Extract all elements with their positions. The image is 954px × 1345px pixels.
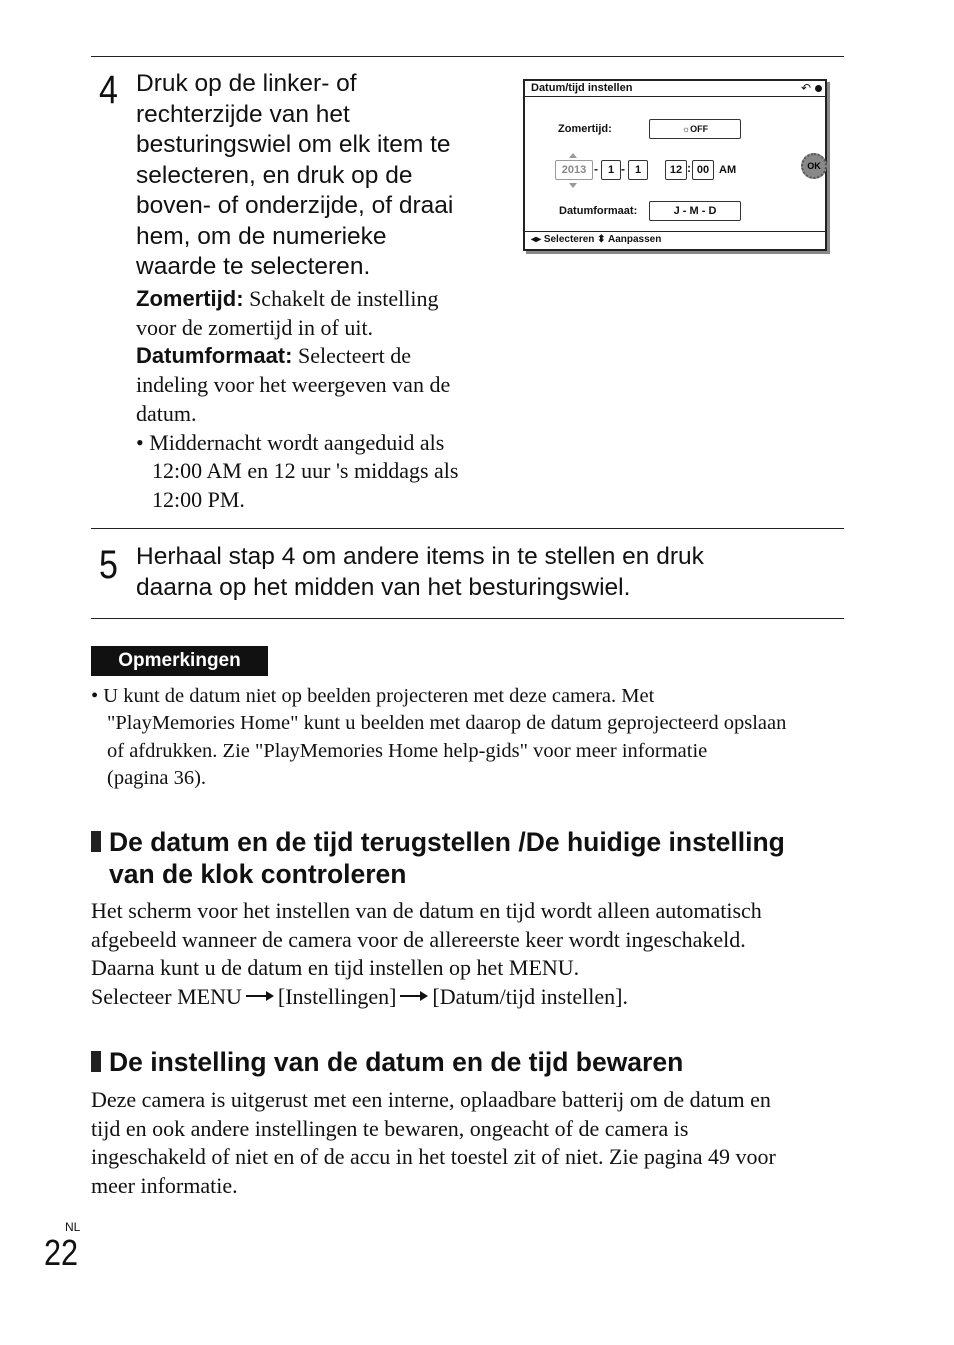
step-5-number: 5 (99, 543, 118, 587)
ok-button-icon: OK (801, 153, 827, 179)
screen-datumformaat-label: Datumformaat: (559, 205, 638, 217)
screen-ampm: AM (719, 164, 737, 176)
step-4-number: 4 (99, 68, 118, 112)
section-keep-clock-body: Deze camera is uitgerust met een interne, oplaadbare batterij om de datum en tijd en ook andere instellingen te bewaren, ongeacht of de camera is ingeschakeld of niet en of de accu in het toestel zit of niet. Zie pagina 49 voor meer informatie. (91, 1087, 776, 1199)
heading-marker-icon (91, 1051, 101, 1072)
notes-text: • U kunt de datum niet op beelden projecteren met deze camera. Met "PlayMemories Home" kunt u beelden met daarop de datum geprojecteerd opslaan of afdrukken. Zie "PlayMemories Home help-gids" voor meer informatie (pagina 36). (91, 685, 787, 789)
top-rule (91, 56, 844, 57)
step-5-instruction: Herhaal stap 4 om andere items in te stellen en druk daarna op het midden van het besturingswiel. (136, 543, 704, 601)
screen-month-field: 1 (601, 160, 621, 180)
screen-hour-field: 12 (665, 160, 687, 180)
heading-marker-icon (91, 831, 101, 852)
screen-minute-field: 00 (692, 160, 714, 180)
step5-bottom-rule (91, 618, 844, 619)
zomertijd-term: Zomertijd: (136, 286, 244, 311)
section-keep-clock-heading: De instelling van de datum en de tijd bewaren (91, 1046, 683, 1078)
screen-zomertijd-label: Zomertijd: (558, 123, 612, 135)
notes-badge: Opmerkingen (91, 646, 268, 676)
screen-day-field: 1 (628, 160, 648, 180)
screen-zomertijd-value: ☼OFF (649, 119, 741, 139)
screen-title: Datum/tijd instellen (531, 82, 633, 94)
step-4-details: Zomertijd: Schakelt de instelling voor de zomertijd in of uit. Datumformaat: Selecteert de indeling voor het weergeven van de datum. • Middernacht wordt aangeduid als 12:00 AM en 12 uur 's middags als 12:00 PM. (136, 286, 459, 512)
year-down-arrow-icon (569, 183, 577, 188)
step-divider-rule (91, 528, 844, 529)
year-up-arrow-icon (569, 153, 577, 158)
midnight-bullet: • Middernacht wordt aangeduid als (136, 429, 445, 455)
screen-footer-hint: ◂▸ Selecteren ⬍ Aanpassen (531, 234, 662, 245)
record-dot-icon (815, 85, 822, 92)
section-reset-clock-body: Het scherm voor het instellen van de datum en tijd wordt alleen automatisch afgebeeld wanneer de camera voor de allereerste keer wordt ingeschakeld. Daarna kunt u de datum en tijd instellen op het MENU. Selecteer MENU [Instellingen] [Datum/tijd instellen]. (91, 898, 762, 1010)
back-icon: ↶ (800, 81, 811, 95)
screen-datumformaat-value: J - M - D (649, 201, 741, 221)
camera-screen-illustration: Datum/tijd instellen ↶ Zomertijd: ☼OFF 2013 - 1 - 1 12 : 00 AM OK Datumformaat: J - M - D ◂▸ Selecteren ⬍ Aanpassen (523, 79, 827, 251)
screen-footer-divider (525, 231, 825, 232)
section-reset-clock-heading: De datum en de tijd terugstellen /De huidige instelling van de klok controleren (91, 826, 785, 890)
language-code: NL (65, 1220, 81, 1234)
screen-title-divider (525, 96, 825, 97)
right-arrow-icon (246, 991, 274, 1001)
page-number: 22 (44, 1232, 79, 1273)
datumformaat-term: Datumformaat: (136, 343, 293, 369)
step-4-instruction: Druk op de linker- of rechterzijde van het besturingswiel om elk item te selecteren, en druk op de boven- of onderzijde, of draai hem, om de numerieke waarde te selecteren. (136, 70, 454, 280)
screen-year-field: 2013 (555, 160, 593, 180)
right-arrow-icon (400, 991, 428, 1001)
